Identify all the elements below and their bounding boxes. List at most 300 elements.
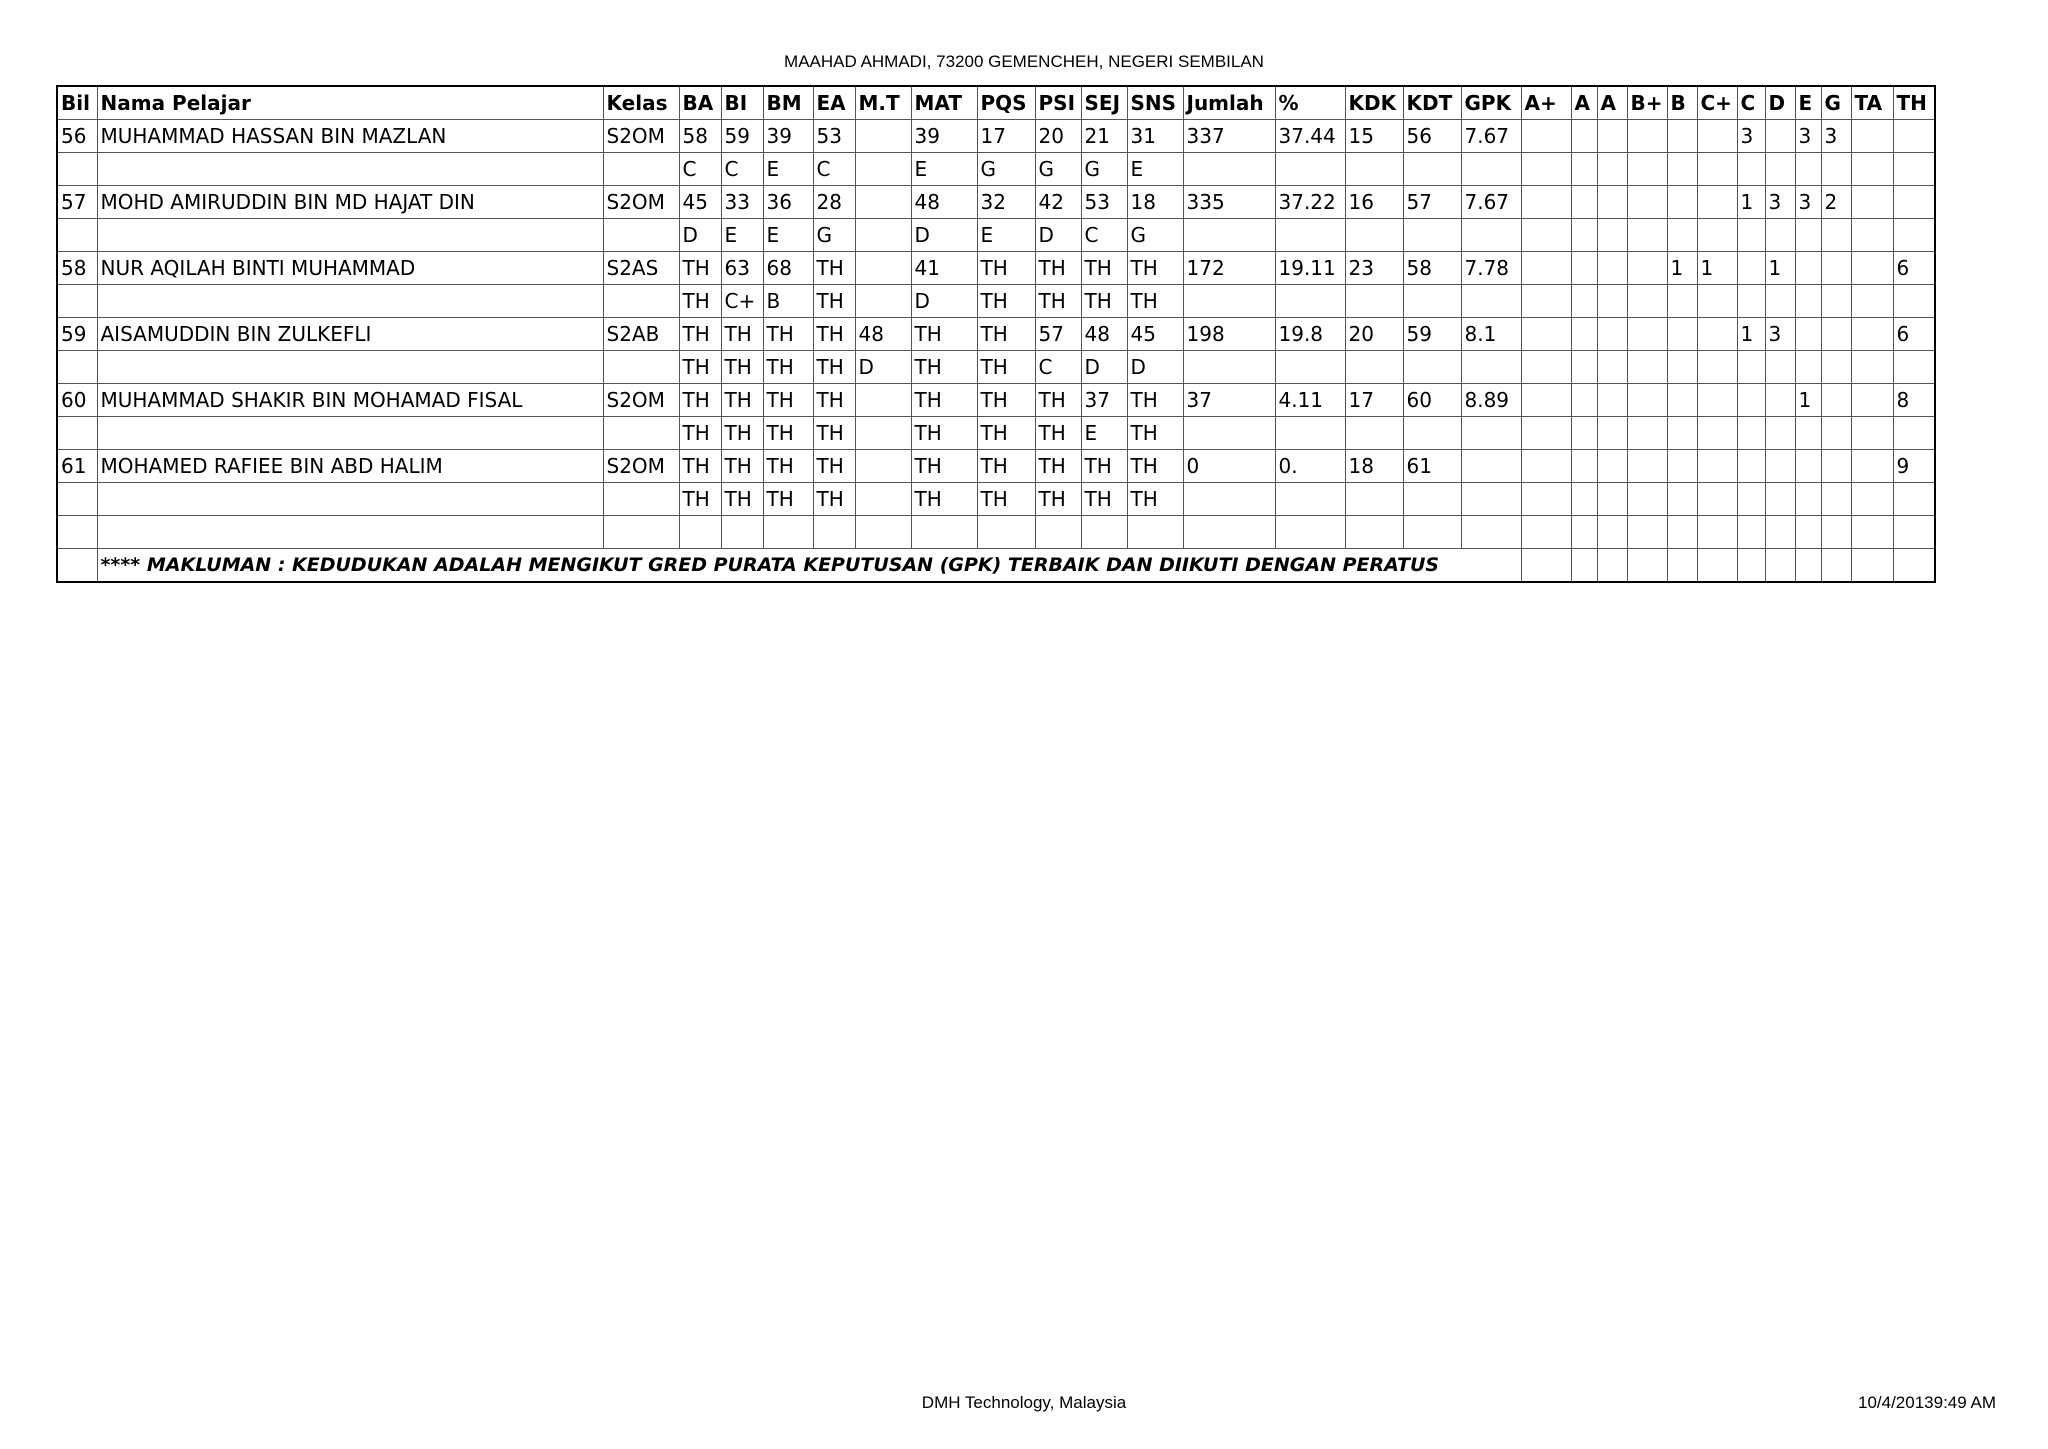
cell-gpk [1461,285,1521,318]
cell-e [1795,351,1821,384]
cell-ea [813,516,855,549]
cell-percent: 37.22 [1275,186,1345,219]
report-title: MAAHAD AHMADI, 73200 GEMENCHEH, NEGERI SEMBILAN [784,52,1264,71]
column-header-kdt-16: KDT [1403,86,1461,120]
cell-sns: D [1127,351,1183,384]
cell-sej: 21 [1081,120,1127,153]
cell-bm: TH [763,417,813,450]
cell-pqs [977,516,1035,549]
cell-ba: TH [679,450,721,483]
cell-a [1597,450,1627,483]
cell-kdk [1345,219,1403,252]
cell-g [1821,318,1851,351]
cell-kelas [603,285,679,318]
column-header-ba-3: BA [679,86,721,120]
cell-jumlah: 337 [1183,120,1275,153]
cell-psi: TH [1035,285,1081,318]
cell-th [1893,153,1935,186]
table-row [57,186,1935,219]
cell-a [1597,318,1627,351]
cell-th [1893,186,1935,219]
cell-d [1765,483,1795,516]
cell-psi: TH [1035,384,1081,417]
cell-sns: 31 [1127,120,1183,153]
cell-psi: TH [1035,483,1081,516]
cell-bm: TH [763,450,813,483]
note-row-grade-cell [1627,549,1667,583]
table-row [57,318,1935,351]
cell-bi: 59 [721,120,763,153]
cell-b-plus [1627,516,1667,549]
cell-ta [1851,384,1893,417]
cell-sej [1081,516,1127,549]
cell-c [1737,285,1765,318]
cell-kdt: 57 [1403,186,1461,219]
cell-sej: TH [1081,450,1127,483]
cell-psi: 42 [1035,186,1081,219]
cell-b-plus [1627,351,1667,384]
cell-a-plus [1521,219,1571,252]
column-header-jumlah-13: Jumlah [1183,86,1275,120]
cell-b [1667,219,1697,252]
cell-bi: E [721,219,763,252]
cell-a-plus [1521,483,1571,516]
cell-a [1571,351,1597,384]
cell-c-plus [1697,450,1737,483]
column-header-c-plus-23: C+ [1697,86,1737,120]
cell-th [1893,285,1935,318]
cell-m-t [855,186,911,219]
cell-ta [1851,351,1893,384]
column-header-gpk-17: GPK [1461,86,1521,120]
cell-sej: C [1081,219,1127,252]
cell-sns: TH [1127,417,1183,450]
cell-mat: 39 [911,120,977,153]
cell-gpk [1461,219,1521,252]
cell-sns: 18 [1127,186,1183,219]
cell-b-plus [1627,450,1667,483]
cell-g [1821,153,1851,186]
cell-ea: TH [813,450,855,483]
cell-g [1821,351,1851,384]
column-header-b-plus-21: B+ [1627,86,1667,120]
cell-bil [57,153,97,186]
column-header-kelas-2: Kelas [603,86,679,120]
cell-d: 3 [1765,318,1795,351]
cell-kdk: 16 [1345,186,1403,219]
table-row [57,450,1935,483]
cell-b-plus [1627,417,1667,450]
column-header-a-20: A [1597,86,1627,120]
cell-b-plus [1627,153,1667,186]
cell-kelas: S2OM [603,186,679,219]
cell-percent [1275,153,1345,186]
table-row [57,351,1935,384]
table-row [57,483,1935,516]
cell-ta [1851,153,1893,186]
column-header-a-plus-18: A+ [1521,86,1571,120]
cell-nama-pelajar [97,153,603,186]
table-row [57,384,1935,417]
cell-b [1667,417,1697,450]
cell-psi: D [1035,219,1081,252]
cell-sej: G [1081,153,1127,186]
cell-e: 1 [1795,384,1821,417]
cell-b-plus [1627,186,1667,219]
cell-g [1821,219,1851,252]
cell-ta [1851,450,1893,483]
cell-a [1571,417,1597,450]
cell-bil: 58 [57,252,97,285]
cell-c [1737,384,1765,417]
column-header-sns-12: SNS [1127,86,1183,120]
cell-percent: 37.44 [1275,120,1345,153]
cell-d [1765,351,1795,384]
cell-ea: TH [813,483,855,516]
note-row-grade-cell [1765,549,1795,583]
cell-ba: TH [679,285,721,318]
cell-kdk [1345,483,1403,516]
cell-bm: TH [763,318,813,351]
cell-b-plus [1627,252,1667,285]
cell-a [1597,219,1627,252]
cell-b-plus [1627,483,1667,516]
cell-c-plus [1697,384,1737,417]
cell-c [1737,351,1765,384]
cell-kdt: 61 [1403,450,1461,483]
cell-percent [1275,483,1345,516]
cell-ea: TH [813,318,855,351]
cell-g: 3 [1821,120,1851,153]
note-row-grade-cell [1521,549,1571,583]
cell-sns: TH [1127,384,1183,417]
cell-pqs: TH [977,417,1035,450]
cell-percent [1275,417,1345,450]
cell-b [1667,186,1697,219]
cell-c-plus: 1 [1697,252,1737,285]
cell-gpk: 8.89 [1461,384,1521,417]
cell-mat: TH [911,351,977,384]
cell-kelas [603,516,679,549]
cell-m-t [855,384,911,417]
cell-gpk [1461,483,1521,516]
cell-pqs: 17 [977,120,1035,153]
cell-bil: 59 [57,318,97,351]
column-header-pqs-9: PQS [977,86,1035,120]
cell-kdk: 15 [1345,120,1403,153]
cell-nama-pelajar [97,483,603,516]
column-header-d-25: D [1765,86,1795,120]
ranking-note: **** MAKLUMAN : KEDUDUKAN ADALAH MENGIKUT GRED PURATA KEPUTUSAN (GPK) TERBAIK DAN DIIKUTI DENGAN PERATUS [97,549,1521,583]
cell-pqs: G [977,153,1035,186]
cell-e [1795,318,1821,351]
cell-b: 1 [1667,252,1697,285]
cell-b [1667,450,1697,483]
cell-kdt: 58 [1403,252,1461,285]
cell-ea: TH [813,285,855,318]
cell-ba: TH [679,417,721,450]
cell-b-plus [1627,384,1667,417]
cell-b [1667,153,1697,186]
column-header-ta-28: TA [1851,86,1893,120]
cell-pqs: TH [977,351,1035,384]
cell-b [1667,351,1697,384]
note-row [57,549,1935,583]
cell-kdk [1345,153,1403,186]
cell-a-plus [1521,186,1571,219]
cell-c [1737,450,1765,483]
cell-nama-pelajar: AISAMUDDIN BIN ZULKEFLI [97,318,603,351]
cell-a-plus [1521,153,1571,186]
cell-ba: TH [679,351,721,384]
cell-sej: TH [1081,285,1127,318]
cell-bm: TH [763,351,813,384]
cell-a [1571,516,1597,549]
column-header-a-19: A [1571,86,1597,120]
cell-kelas [603,153,679,186]
cell-kelas: S2AB [603,318,679,351]
cell-bi: 33 [721,186,763,219]
cell-e: 3 [1795,186,1821,219]
cell-ba: TH [679,483,721,516]
cell-gpk: 7.78 [1461,252,1521,285]
cell-ea: G [813,219,855,252]
cell-kelas [603,417,679,450]
cell-a-plus [1521,351,1571,384]
cell-c [1737,219,1765,252]
cell-bil [57,483,97,516]
cell-sns: 45 [1127,318,1183,351]
cell-g [1821,483,1851,516]
cell-gpk [1461,450,1521,483]
cell-b-plus [1627,219,1667,252]
cell-pqs: TH [977,450,1035,483]
cell-mat: 41 [911,252,977,285]
note-row-grade-cell [1821,549,1851,583]
cell-jumlah [1183,153,1275,186]
column-header-kdk-15: KDK [1345,86,1403,120]
cell-c-plus [1697,219,1737,252]
cell-a [1597,483,1627,516]
cell-sej: E [1081,417,1127,450]
cell-sns [1127,516,1183,549]
cell-bm: TH [763,483,813,516]
column-header-th-29: TH [1893,86,1935,120]
cell-d [1765,384,1795,417]
cell-percent: 19.8 [1275,318,1345,351]
cell-d [1765,120,1795,153]
cell-pqs: TH [977,252,1035,285]
cell-kdk: 20 [1345,318,1403,351]
cell-sns: E [1127,153,1183,186]
cell-bil [57,219,97,252]
cell-bi: TH [721,384,763,417]
cell-jumlah [1183,483,1275,516]
cell-gpk [1461,153,1521,186]
cell-e [1795,417,1821,450]
note-row-grade-cell [1737,549,1765,583]
cell-mat: TH [911,483,977,516]
cell-a-plus [1521,417,1571,450]
note-row-grade-cell [1851,549,1893,583]
cell-jumlah [1183,285,1275,318]
cell-psi: TH [1035,252,1081,285]
cell-b-plus [1627,120,1667,153]
cell-a-plus [1521,120,1571,153]
cell-th [1893,417,1935,450]
cell-kelas: S2OM [603,450,679,483]
cell-m-t: D [855,351,911,384]
cell-kdt [1403,285,1461,318]
cell-a-plus [1521,516,1571,549]
cell-percent: 0. [1275,450,1345,483]
cell-psi: G [1035,153,1081,186]
cell-a [1597,417,1627,450]
cell-sej: 37 [1081,384,1127,417]
cell-pqs: TH [977,483,1035,516]
cell-bil: 60 [57,384,97,417]
cell-d: 3 [1765,186,1795,219]
cell-d [1765,417,1795,450]
cell-e [1795,285,1821,318]
cell-a [1571,186,1597,219]
cell-m-t [855,516,911,549]
cell-bi: TH [721,351,763,384]
cell-ea: TH [813,252,855,285]
cell-sej: 48 [1081,318,1127,351]
cell-sej: 53 [1081,186,1127,219]
cell-kdk [1345,516,1403,549]
cell-kdt: 60 [1403,384,1461,417]
cell-ta [1851,417,1893,450]
cell-mat: D [911,219,977,252]
cell-ba: C [679,153,721,186]
column-header-sej-11: SEJ [1081,86,1127,120]
cell-d: 1 [1765,252,1795,285]
table-row [57,153,1935,186]
cell-m-t: 48 [855,318,911,351]
cell-pqs: TH [977,285,1035,318]
cell-c [1737,252,1765,285]
cell-ea: C [813,153,855,186]
cell-m-t [855,450,911,483]
note-row-grade-cell [1571,549,1597,583]
cell-g [1821,285,1851,318]
cell-bi: TH [721,450,763,483]
cell-kdt: 59 [1403,318,1461,351]
cell-d [1765,516,1795,549]
cell-e [1795,219,1821,252]
cell-ta [1851,483,1893,516]
cell-c-plus [1697,120,1737,153]
cell-mat: 48 [911,186,977,219]
column-header-psi-10: PSI [1035,86,1081,120]
cell-b-plus [1627,318,1667,351]
cell-th [1893,483,1935,516]
cell-kdk [1345,417,1403,450]
cell-a-plus [1521,252,1571,285]
cell-nama-pelajar [97,219,603,252]
cell-jumlah: 198 [1183,318,1275,351]
cell-c: 1 [1737,186,1765,219]
cell-c-plus [1697,417,1737,450]
cell-psi: TH [1035,450,1081,483]
cell-gpk [1461,351,1521,384]
cell-psi: TH [1035,417,1081,450]
cell-c [1737,516,1765,549]
cell-th: 8 [1893,384,1935,417]
cell-bi: C [721,153,763,186]
cell-nama-pelajar: MOHD AMIRUDDIN BIN MD HAJAT DIN [97,186,603,219]
cell-kelas [603,351,679,384]
column-header-g-27: G [1821,86,1851,120]
cell-sns: TH [1127,450,1183,483]
cell-psi: 20 [1035,120,1081,153]
cell-c [1737,153,1765,186]
column-header-b-22: B [1667,86,1697,120]
cell-b [1667,285,1697,318]
cell-bm: E [763,153,813,186]
cell-bm: 39 [763,120,813,153]
cell-bm: TH [763,384,813,417]
cell-bil [57,516,97,549]
cell-sej: TH [1081,252,1127,285]
cell-mat: TH [911,384,977,417]
cell-bi: TH [721,483,763,516]
cell-bi: TH [721,417,763,450]
cell-jumlah [1183,351,1275,384]
cell-a [1571,450,1597,483]
cell-a [1571,483,1597,516]
cell-bm: 68 [763,252,813,285]
cell-sej: TH [1081,483,1127,516]
table-row [57,252,1935,285]
cell-bil: 61 [57,450,97,483]
cell-ta [1851,318,1893,351]
cell-pqs: TH [977,384,1035,417]
cell-kdk: 17 [1345,384,1403,417]
cell-e [1795,450,1821,483]
cell-gpk: 7.67 [1461,120,1521,153]
cell-percent [1275,219,1345,252]
cell-a-plus [1521,285,1571,318]
cell-m-t [855,120,911,153]
cell-b-plus [1627,285,1667,318]
cell-bi: TH [721,318,763,351]
cell-a [1597,384,1627,417]
cell-g [1821,252,1851,285]
cell-sns: G [1127,219,1183,252]
cell-jumlah [1183,417,1275,450]
cell-kdk [1345,351,1403,384]
column-header-ea-6: EA [813,86,855,120]
cell-mat: E [911,153,977,186]
cell-bm: 36 [763,186,813,219]
cell-bil: 56 [57,120,97,153]
cell-d [1765,153,1795,186]
footer-timestamp: 10/4/20139:49 AM [1857,1393,1996,1412]
cell-psi [1035,516,1081,549]
note-row-grade-cell [1795,549,1821,583]
cell-c-plus [1697,483,1737,516]
cell-sns: TH [1127,483,1183,516]
cell-nama-pelajar [97,516,603,549]
cell-psi: C [1035,351,1081,384]
cell-mat: TH [911,450,977,483]
cell-ta [1851,120,1893,153]
cell-c-plus [1697,516,1737,549]
cell-kdt [1403,516,1461,549]
